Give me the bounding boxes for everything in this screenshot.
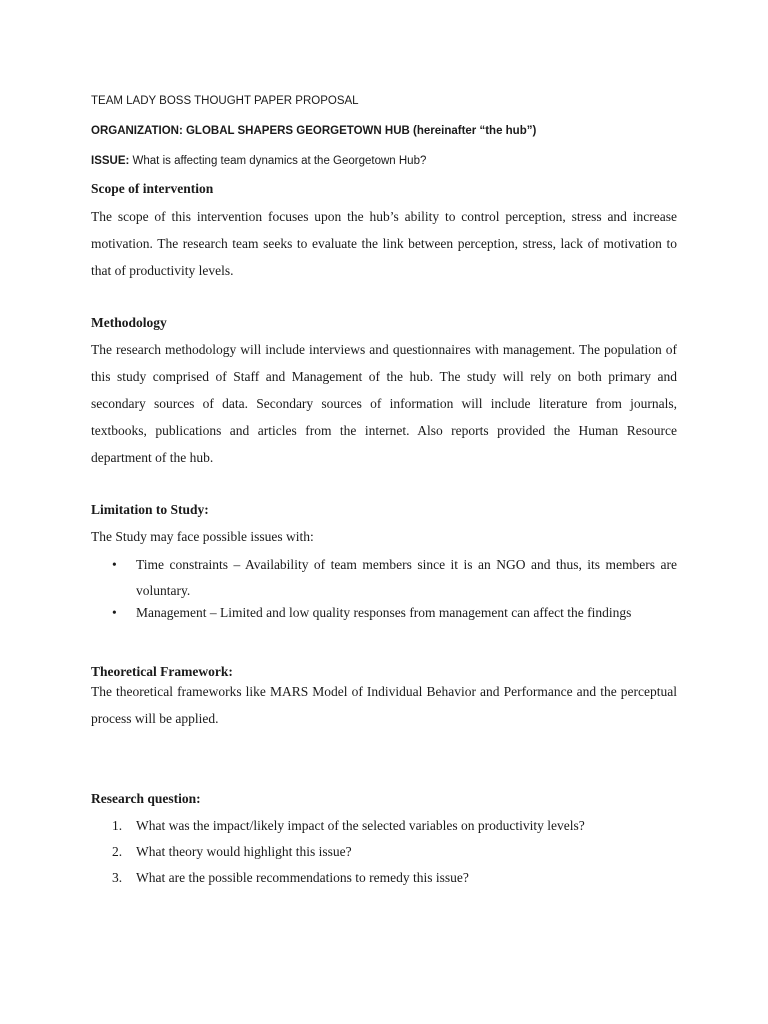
list-item — [91, 813, 677, 839]
framework-heading: Theoretical Framework: — [91, 664, 233, 679]
issue-label: ISSUE: — [91, 155, 130, 167]
issue-text: What is affecting team dynamics at the Georgetown Hub? — [129, 155, 427, 167]
bullet-icon: • — [112, 605, 117, 620]
scope-heading: Scope of intervention — [91, 181, 214, 196]
research-list — [91, 813, 677, 891]
research-heading: Research question: — [91, 791, 201, 806]
list-item-text: Time constraints – Availability of team members since it is an NGO and thus, its members are voluntary. — [136, 557, 677, 598]
list-item-text: What theory would highlight this issue? — [136, 844, 352, 859]
list-number: 2. — [112, 844, 123, 859]
list-number: 1. — [112, 818, 123, 833]
limitation-intro: The Study may face possible issues with: — [91, 529, 314, 544]
scope-paragraph: The scope of this intervention focuses upon the hub’s ability to control perception, stress and increase motivation. The research team seeks to evaluate the link between perception, stress, lack of motivation to that of productivity levels. — [91, 209, 677, 278]
list-item — [91, 865, 677, 891]
list-item-text: What was the impact/likely impact of the selected variables on productivity levels? — [136, 818, 585, 833]
framework-paragraph: The theoretical frameworks like MARS Model of Individual Behavior and Performance and the perceptual process will be applied. — [91, 684, 677, 726]
limitation-list — [91, 552, 677, 626]
list-item-text: Management – Limited and low quality responses from management can affect the findings — [136, 605, 632, 620]
document-title: TEAM LADY BOSS THOUGHT PAPER PROPOSAL — [91, 95, 359, 107]
issue-line — [91, 155, 426, 167]
list-number: 3. — [112, 870, 123, 885]
bullet-icon: • — [112, 557, 117, 572]
methodology-heading: Methodology — [91, 315, 167, 330]
list-item — [91, 839, 677, 865]
list-item-text: What are the possible recommendations to remedy this issue? — [136, 870, 469, 885]
limitation-heading: Limitation to Study: — [91, 502, 209, 517]
list-item — [91, 552, 677, 604]
organization-line: ORGANIZATION: GLOBAL SHAPERS GEORGETOWN HUB (hereinafter “the hub”) — [91, 125, 537, 137]
list-item — [91, 600, 677, 626]
methodology-paragraph: The research methodology will include interviews and questionnaires with management. The population of this study comprised of Staff and Management of the hub. The study will rely on both primary and secondary sources of data. Secondary sources of information will include literature from journals, textbooks, publications and articles from the internet. Also reports provided the Human Resource department of the hub. — [91, 342, 677, 465]
